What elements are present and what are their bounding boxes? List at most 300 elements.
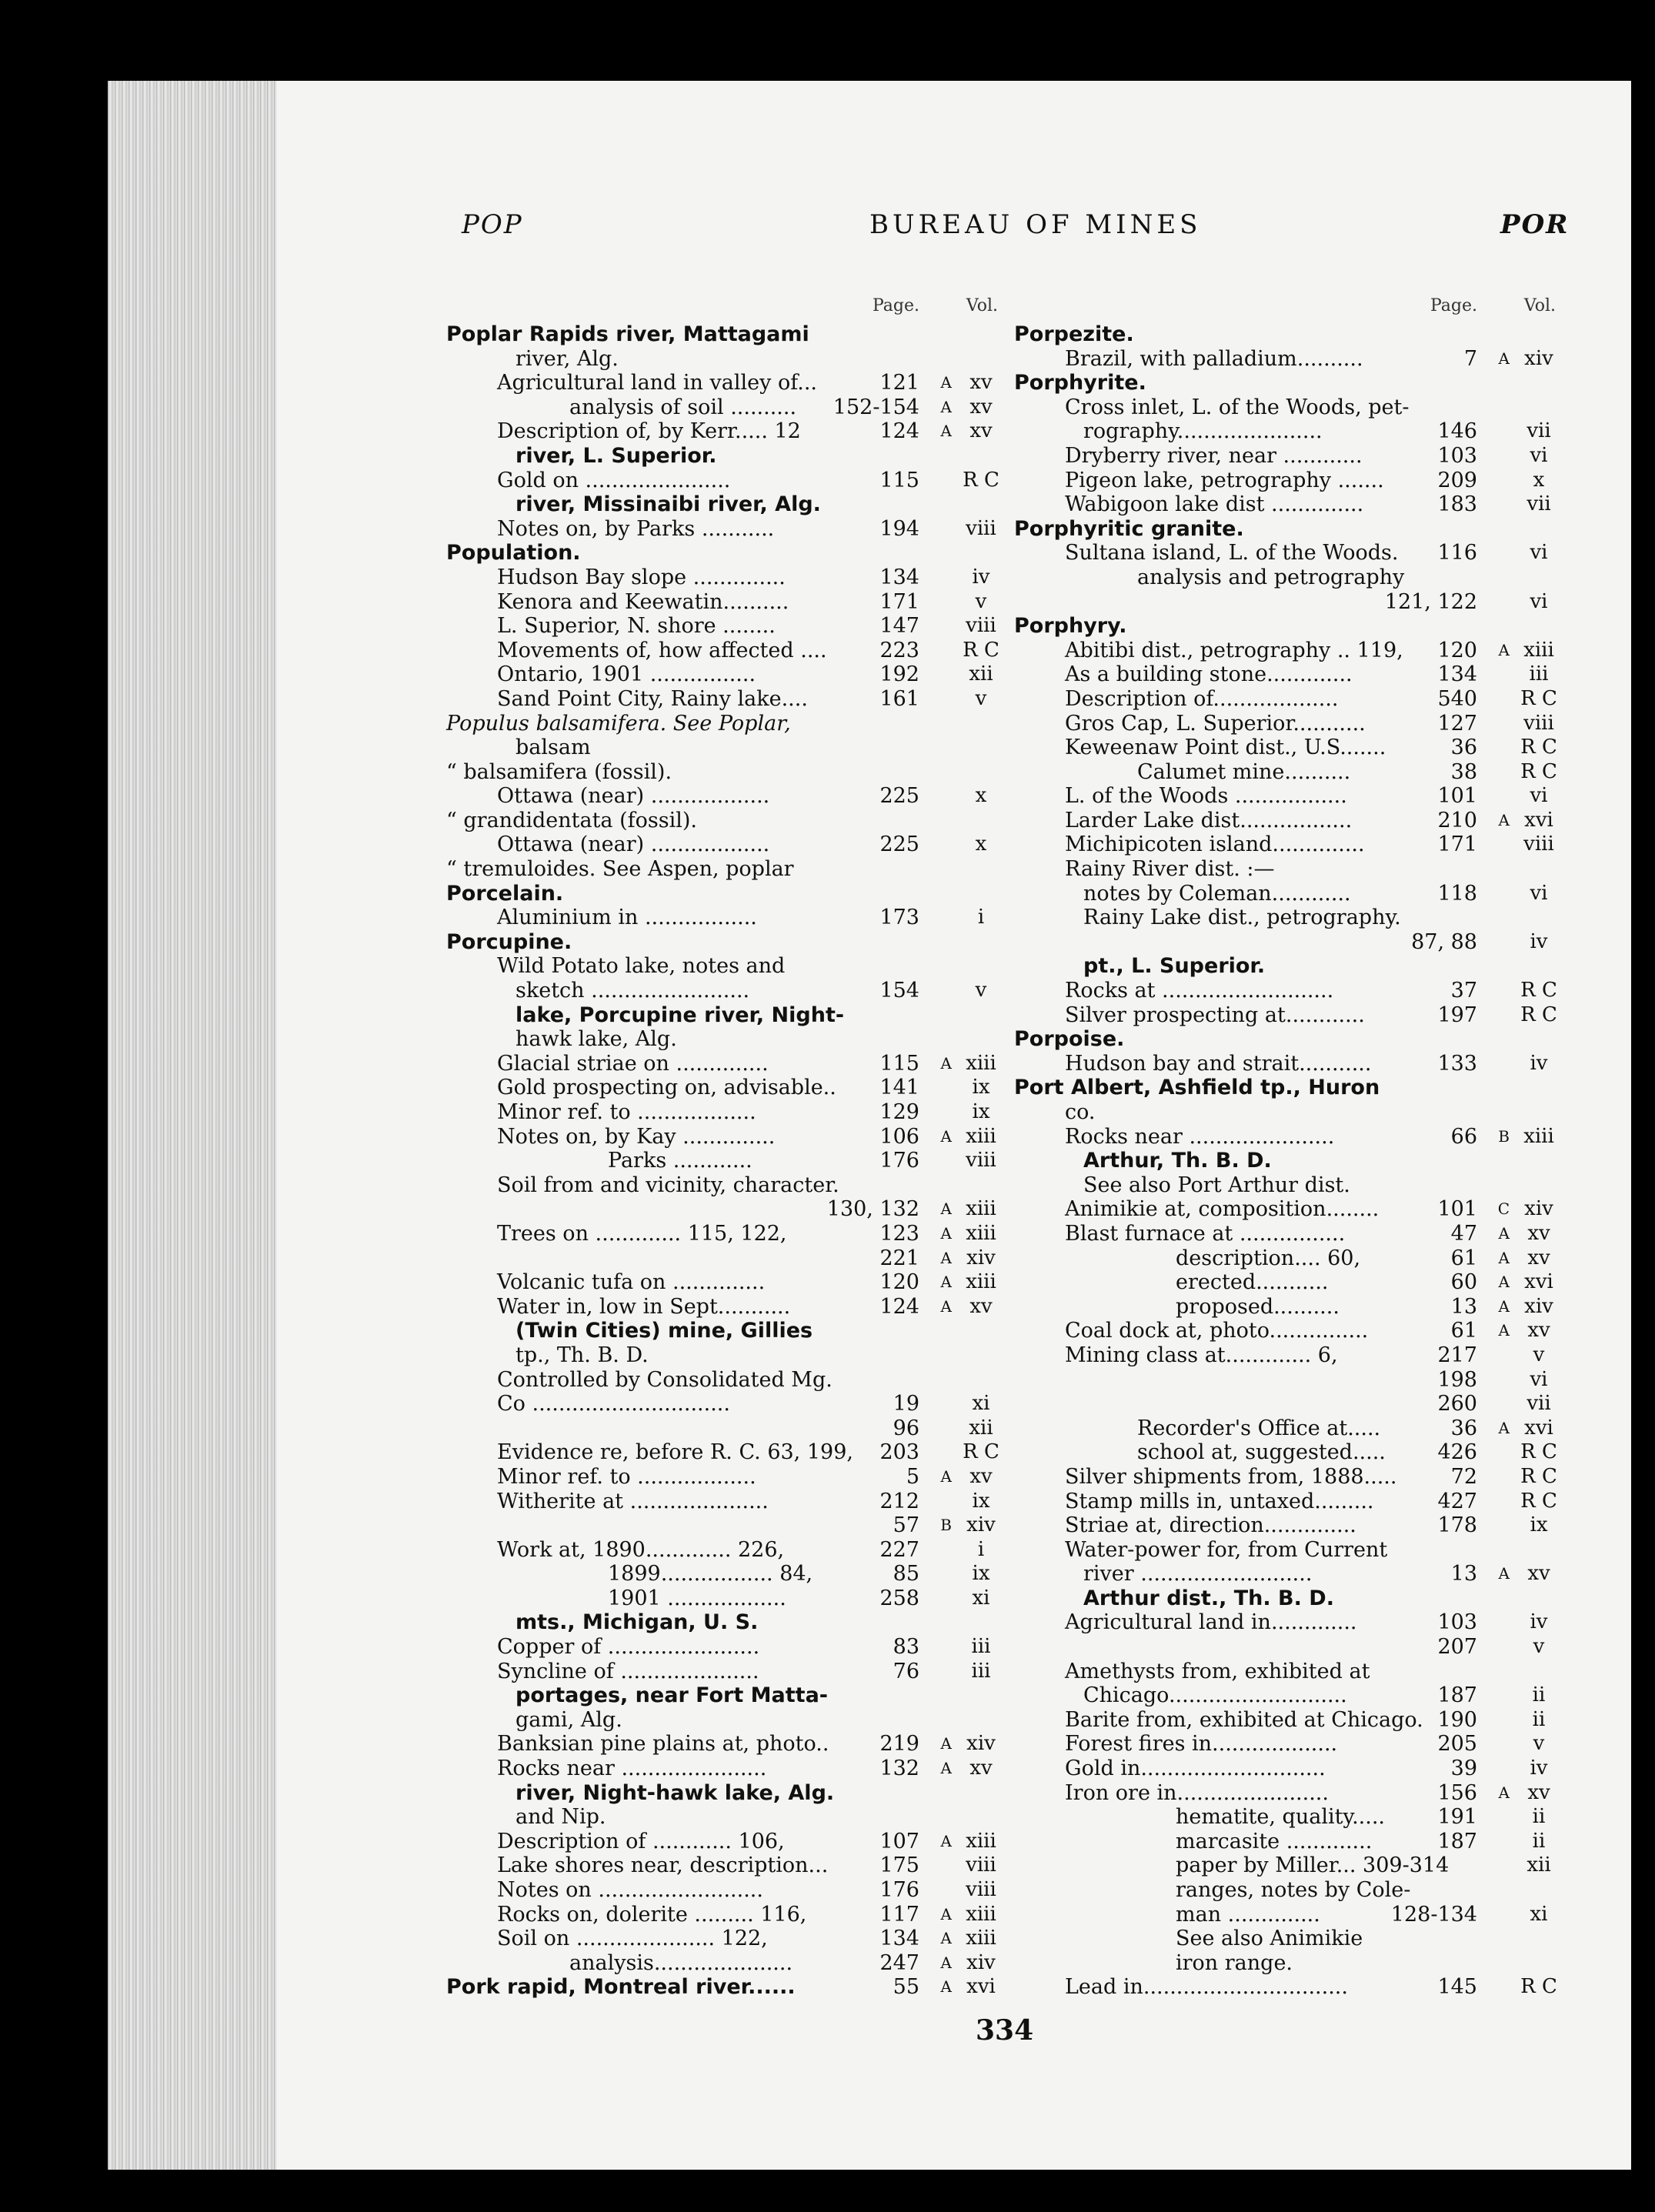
entry-text: river, Alg. bbox=[516, 346, 619, 371]
part-letter: A bbox=[940, 422, 952, 441]
index-entry bbox=[446, 1270, 1004, 1295]
part-letter: A bbox=[940, 1831, 952, 1850]
page-ref: 145 bbox=[1437, 1975, 1477, 2000]
page-ref: 176 bbox=[879, 1878, 919, 1902]
column-header-right bbox=[1014, 296, 1562, 322]
page-ref: 121, 122 bbox=[1384, 589, 1477, 614]
index-entry bbox=[446, 662, 1004, 687]
entry-text: Cross inlet, L. of the Woods, pet- bbox=[1065, 395, 1410, 419]
entry-text: mts., Michigan, U. S. bbox=[516, 1610, 759, 1635]
index-entry bbox=[446, 590, 1004, 615]
page-ref: 115 bbox=[879, 468, 919, 492]
part-letter: A bbox=[1498, 1296, 1510, 1316]
page-ref: 134 bbox=[879, 565, 919, 589]
entry-text: L. of the Woods ................. bbox=[1065, 784, 1347, 809]
volume-ref: x bbox=[975, 832, 987, 856]
part-letter: A bbox=[940, 397, 952, 416]
volume-ref: xiv bbox=[966, 1513, 996, 1537]
entry-text: Michipicoten island.............. bbox=[1065, 832, 1365, 857]
index-entry bbox=[446, 614, 1004, 639]
index-entry bbox=[446, 1781, 1004, 1806]
volume-ref: vii bbox=[1527, 492, 1551, 516]
volume-ref: iii bbox=[971, 1659, 991, 1683]
volume-ref: vi bbox=[1530, 443, 1548, 467]
volume-ref: viii bbox=[1523, 832, 1554, 856]
page-ref: 154 bbox=[879, 979, 919, 1003]
index-entry bbox=[446, 395, 1004, 420]
index-entry bbox=[1014, 1295, 1562, 1320]
part-letter: A bbox=[940, 373, 952, 392]
entry-text: Soil from and vicinity, character. bbox=[497, 1173, 839, 1197]
entry-text: Lead in............................... bbox=[1065, 1975, 1348, 2000]
index-entry bbox=[1014, 1076, 1562, 1100]
index-entry bbox=[446, 322, 1004, 347]
index-entry bbox=[446, 1222, 1004, 1246]
page-ref: 115 bbox=[879, 1051, 919, 1076]
page-ref: 247 bbox=[879, 1950, 919, 1975]
index-entry bbox=[1014, 1562, 1562, 1586]
index-entry bbox=[1014, 1246, 1562, 1271]
entry-text: Description of, by Kerr..... 12 bbox=[497, 419, 801, 444]
part-letter: A bbox=[940, 1929, 952, 1948]
volume-ref: v bbox=[975, 589, 987, 613]
index-entry bbox=[446, 1295, 1004, 1320]
page-ref: 147 bbox=[879, 614, 919, 639]
index-entry bbox=[446, 1903, 1004, 1927]
volume-ref: xvi bbox=[1524, 1270, 1553, 1294]
entry-text: Agricultural land in valley of... bbox=[497, 371, 817, 395]
entry-text: Forest fires in................... bbox=[1065, 1732, 1338, 1757]
part-letter: B bbox=[1498, 1126, 1510, 1146]
volume-ref: xiii bbox=[1523, 1124, 1554, 1148]
entry-text: Rocks at .......................... bbox=[1065, 979, 1334, 1003]
part-letter: A bbox=[940, 1199, 952, 1219]
entry-text: Volcanic tufa on .............. bbox=[497, 1270, 766, 1295]
index-entry bbox=[446, 639, 1004, 663]
index-entry bbox=[446, 1951, 1004, 1976]
volume-ref: ix bbox=[972, 1100, 990, 1123]
entry-text: rography...................... bbox=[1083, 419, 1323, 444]
index-entry bbox=[1014, 1951, 1562, 1976]
entry-text: Mining class at............. 6, bbox=[1065, 1343, 1338, 1367]
entry-text: Water-power for, from Current bbox=[1065, 1537, 1388, 1562]
index-entry bbox=[446, 1197, 1004, 1222]
entry-text: tp., Th. B. D. bbox=[516, 1343, 649, 1367]
volume-ref: xv bbox=[1527, 1319, 1550, 1343]
entry-text: Description of................... bbox=[1065, 686, 1339, 711]
page-ref: 540 bbox=[1437, 686, 1477, 711]
entry-text: pt., L. Superior. bbox=[1083, 954, 1266, 979]
index-entry bbox=[1014, 1003, 1562, 1028]
entry-text: Glacial striae on .............. bbox=[497, 1051, 769, 1076]
volume-ref: xi bbox=[1530, 1902, 1548, 1926]
entry-text: description.... 60, bbox=[1176, 1246, 1361, 1270]
page-ref: 120 bbox=[1437, 638, 1477, 662]
entry-text: (Twin Cities) mine, Gillies bbox=[516, 1319, 813, 1343]
volume-ref: viii bbox=[966, 614, 996, 638]
page-ref: 175 bbox=[879, 1853, 919, 1878]
part-letter: A bbox=[1498, 1783, 1510, 1802]
entry-text: Notes on ......................... bbox=[497, 1878, 763, 1902]
entry-text: Ottawa (near) .................. bbox=[497, 832, 770, 857]
volume-ref: R C bbox=[1520, 1975, 1557, 1999]
index-entry bbox=[1014, 1975, 1562, 2000]
page-ref: 55 bbox=[893, 1975, 919, 2000]
page-ref: 260 bbox=[1437, 1392, 1477, 1416]
volume-ref: R C bbox=[963, 468, 999, 492]
entry-text: Porpezite. bbox=[1014, 322, 1134, 346]
part-letter: A bbox=[940, 1953, 952, 1972]
index-entry bbox=[1014, 1465, 1562, 1490]
entry-text: Keweenaw Point dist., U.S....... bbox=[1065, 736, 1386, 760]
part-letter: A bbox=[940, 1466, 952, 1486]
page-ref: 194 bbox=[879, 516, 919, 541]
page-ref: 106 bbox=[879, 1124, 919, 1149]
page-ref: 223 bbox=[879, 638, 919, 662]
index-entry bbox=[1014, 662, 1562, 687]
running-head-title: BUREAU OF MINES bbox=[869, 209, 1202, 240]
page-ref: 36 bbox=[1450, 736, 1477, 760]
index-entry bbox=[1014, 1197, 1562, 1222]
page-ref: 152-154 bbox=[833, 395, 919, 419]
entry-text: Pigeon lake, petrography ....... bbox=[1065, 468, 1384, 492]
page-ref: 38 bbox=[1450, 759, 1477, 784]
entry-text: Arthur dist., Th. B. D. bbox=[1083, 1586, 1334, 1610]
page-ref: 37 bbox=[1450, 979, 1477, 1003]
entry-text: Notes on, by Parks ........... bbox=[497, 516, 775, 541]
volume-ref: R C bbox=[1520, 1489, 1557, 1513]
page-ref: 107 bbox=[879, 1829, 919, 1853]
index-entry bbox=[446, 1805, 1004, 1830]
page-ref: 124 bbox=[879, 419, 919, 444]
index-entry bbox=[446, 1392, 1004, 1416]
page-ref: 171 bbox=[1437, 832, 1477, 857]
page-ref: 123 bbox=[879, 1221, 919, 1246]
index-entry bbox=[446, 1660, 1004, 1684]
volume-ref: xv bbox=[1527, 1221, 1550, 1245]
index-entry bbox=[1014, 784, 1562, 809]
index-entry bbox=[1014, 1781, 1562, 1806]
part-letter: A bbox=[940, 1053, 952, 1073]
volume-ref: iv bbox=[1530, 1610, 1548, 1634]
index-entry bbox=[1014, 614, 1562, 639]
entry-text: Wild Potato lake, notes and bbox=[497, 954, 786, 979]
index-entry bbox=[446, 371, 1004, 395]
index-entry bbox=[446, 1319, 1004, 1343]
column-header-left bbox=[446, 296, 1004, 322]
part-letter: A bbox=[940, 1734, 952, 1753]
vol-label: Vol. bbox=[1523, 296, 1556, 315]
index-entry bbox=[1014, 1368, 1562, 1393]
entry-text: Rainy River dist. :— bbox=[1065, 857, 1275, 882]
page-ref: 173 bbox=[879, 906, 919, 930]
index-entry bbox=[1014, 517, 1562, 542]
entry-text: school at, suggested..... bbox=[1137, 1440, 1386, 1465]
entry-text: Chicago........................... bbox=[1083, 1683, 1347, 1708]
page-label: Page. bbox=[1430, 296, 1477, 315]
page-ref: 61 bbox=[1450, 1319, 1477, 1343]
page-ref: 198 bbox=[1437, 1367, 1477, 1392]
entry-text: hawk lake, Alg. bbox=[516, 1027, 677, 1052]
entry-text: Gros Cap, L. Superior........... bbox=[1065, 711, 1366, 736]
page-ref: 209 bbox=[1437, 468, 1477, 492]
page-ref: 57 bbox=[893, 1513, 919, 1538]
part-letter: A bbox=[940, 1126, 952, 1146]
entry-text: Barite from, exhibited at Chicago. bbox=[1065, 1707, 1423, 1732]
page-ref: 72 bbox=[1450, 1464, 1477, 1489]
index-entry bbox=[446, 687, 1004, 712]
index-entry bbox=[1014, 1660, 1562, 1684]
volume-ref: iv bbox=[972, 565, 990, 589]
index-entry bbox=[446, 882, 1004, 906]
entry-text: notes by Coleman............ bbox=[1083, 881, 1351, 906]
index-entry bbox=[1014, 1610, 1562, 1635]
volume-ref: xiii bbox=[966, 1221, 996, 1245]
volume-ref: xiii bbox=[966, 1829, 996, 1853]
volume-ref: vi bbox=[1530, 1367, 1548, 1391]
page-ref: 171 bbox=[879, 589, 919, 614]
index-entry bbox=[1014, 639, 1562, 663]
page-ref: 96 bbox=[893, 1416, 919, 1440]
page-ref: 85 bbox=[893, 1562, 919, 1586]
page-ref: 183 bbox=[1437, 492, 1477, 517]
page-ref: 116 bbox=[1437, 541, 1477, 566]
page-ref: 146 bbox=[1437, 419, 1477, 444]
volume-ref: ii bbox=[1532, 1829, 1546, 1853]
page-ref: 124 bbox=[879, 1294, 919, 1319]
volume-ref: R C bbox=[1520, 759, 1557, 783]
page-ref: 87, 88 bbox=[1411, 929, 1477, 954]
volume-ref: viii bbox=[966, 1878, 996, 1901]
entry-text: Agricultural land in............. bbox=[1065, 1610, 1357, 1635]
entry-text: Iron ore in....................... bbox=[1065, 1780, 1329, 1805]
volume-ref: R C bbox=[1520, 979, 1557, 1003]
index-entry bbox=[446, 1490, 1004, 1514]
page-ref: 5 bbox=[906, 1464, 919, 1489]
index-entry bbox=[1014, 1173, 1562, 1198]
volume-ref: xvi bbox=[966, 1975, 996, 1999]
index-entry bbox=[446, 1125, 1004, 1149]
index-entry bbox=[446, 1830, 1004, 1854]
volume-ref: xiv bbox=[1524, 1294, 1553, 1318]
index-entry bbox=[1014, 1683, 1562, 1708]
volume-ref: xiv bbox=[1524, 346, 1553, 370]
entry-text: Rainy Lake dist., petrography. bbox=[1083, 906, 1401, 930]
entry-text: “ balsamifera (fossil). bbox=[446, 759, 672, 784]
volume-ref: xiii bbox=[1523, 638, 1554, 662]
volume-ref: vi bbox=[1530, 784, 1548, 808]
index-entry bbox=[446, 954, 1004, 979]
index-entry bbox=[1014, 1440, 1562, 1465]
index-entry bbox=[1014, 469, 1562, 493]
entry-text: hematite, quality..... bbox=[1176, 1805, 1386, 1830]
volume-ref: viii bbox=[966, 1149, 996, 1173]
index-entry bbox=[1014, 832, 1562, 857]
volume-ref: vi bbox=[1530, 541, 1548, 565]
volume-ref: xii bbox=[969, 1416, 993, 1440]
page-ref: 210 bbox=[1437, 808, 1477, 832]
volume-ref: iv bbox=[1530, 1757, 1548, 1780]
index-entry bbox=[446, 1465, 1004, 1490]
entry-text: Witherite at ..................... bbox=[497, 1489, 769, 1513]
index-entry bbox=[446, 419, 1004, 444]
index-entry bbox=[1014, 444, 1562, 469]
page-ref: 192 bbox=[879, 662, 919, 687]
index-entry bbox=[1014, 419, 1562, 444]
index-entry bbox=[1014, 1343, 1562, 1368]
page-ref: 427 bbox=[1437, 1489, 1477, 1513]
entry-text: 1901 .................. bbox=[608, 1586, 786, 1610]
index-entry bbox=[446, 1878, 1004, 1903]
page-ref: 203 bbox=[879, 1440, 919, 1465]
volume-ref: vi bbox=[1530, 881, 1548, 905]
entry-text: Amethysts from, exhibited at bbox=[1065, 1659, 1370, 1683]
index-entry bbox=[446, 906, 1004, 930]
volume-ref: ii bbox=[1532, 1707, 1546, 1731]
part-letter: B bbox=[940, 1516, 952, 1535]
volume-ref: xv bbox=[1527, 1246, 1550, 1269]
page-ref: 47 bbox=[1450, 1221, 1477, 1246]
entry-text: river, Night-hawk lake, Alg. bbox=[516, 1780, 835, 1805]
index-entry bbox=[1014, 882, 1562, 906]
page-ref: 60 bbox=[1450, 1270, 1477, 1295]
volume-ref: xv bbox=[1527, 1780, 1550, 1804]
page-ref: 225 bbox=[879, 832, 919, 857]
index-entry bbox=[446, 566, 1004, 590]
index-entry bbox=[1014, 906, 1562, 930]
part-letter: A bbox=[1498, 640, 1510, 659]
page-ref: 187 bbox=[1437, 1683, 1477, 1708]
index-entry bbox=[1014, 736, 1562, 760]
page-ref: 221 bbox=[879, 1246, 919, 1270]
volume-ref: xv bbox=[969, 1294, 993, 1318]
entry-text: Controlled by Consolidated Mg. bbox=[497, 1367, 833, 1392]
index-entry bbox=[446, 1246, 1004, 1271]
index-entry bbox=[1014, 322, 1562, 347]
entry-text: Evidence re, before R. C. 63, 199, bbox=[497, 1440, 853, 1465]
entry-text: Movements of, how affected .... bbox=[497, 638, 827, 662]
index-entry bbox=[446, 1586, 1004, 1611]
volume-ref: vi bbox=[1530, 589, 1548, 613]
index-entry bbox=[446, 517, 1004, 542]
page-ref: 127 bbox=[1437, 711, 1477, 736]
index-entry bbox=[446, 1003, 1004, 1028]
entry-text: Coal dock at, photo............... bbox=[1065, 1319, 1369, 1343]
volume-ref: xi bbox=[972, 1392, 990, 1416]
entry-text: Sand Point City, Rainy lake.... bbox=[497, 686, 808, 711]
index-entry bbox=[1014, 1513, 1562, 1538]
page-ref: 161 bbox=[879, 686, 919, 711]
page-ref: 133 bbox=[1437, 1051, 1477, 1076]
page-ref: 130, 132 bbox=[826, 1197, 919, 1222]
page-ref: 190 bbox=[1437, 1707, 1477, 1732]
entry-text: Porcupine. bbox=[446, 929, 572, 954]
volume-ref: viii bbox=[1523, 711, 1554, 735]
part-letter: A bbox=[940, 1296, 952, 1316]
part-letter: A bbox=[940, 1904, 952, 1923]
entry-text: analysis..................... bbox=[569, 1950, 793, 1975]
index-entry bbox=[1014, 1635, 1562, 1660]
page-ref: 103 bbox=[1437, 1610, 1477, 1635]
volume-ref: ix bbox=[972, 1076, 990, 1099]
page-ref: 426 bbox=[1437, 1440, 1477, 1465]
entry-text: Rocks near ...................... bbox=[497, 1757, 767, 1781]
vol-label: Vol. bbox=[966, 296, 998, 315]
entry-text: Parks ............ bbox=[608, 1149, 752, 1173]
volume-ref: xiii bbox=[966, 1197, 996, 1221]
entry-text: Abitibi dist., petrography .. 119, bbox=[1065, 638, 1403, 662]
index-entry bbox=[446, 1708, 1004, 1733]
page-ref: 19 bbox=[893, 1392, 919, 1416]
part-letter: A bbox=[940, 1273, 952, 1292]
volume-ref: R C bbox=[963, 1440, 999, 1464]
volume-ref: v bbox=[1533, 1635, 1545, 1659]
index-entry bbox=[1014, 590, 1562, 615]
entry-text: Blast furnace at ................ bbox=[1065, 1221, 1346, 1246]
entry-text: Population. bbox=[446, 541, 581, 566]
index-entry bbox=[446, 1513, 1004, 1538]
entry-text: Silver shipments from, 1888..... bbox=[1065, 1464, 1397, 1489]
index-entry bbox=[1014, 566, 1562, 590]
index-entry bbox=[446, 784, 1004, 809]
entry-text: Recorder's Office at..... bbox=[1137, 1416, 1381, 1440]
volume-ref: iii bbox=[971, 1635, 991, 1659]
page-ref: 118 bbox=[1437, 881, 1477, 906]
page-ref: 66 bbox=[1450, 1124, 1477, 1149]
index-entry bbox=[1014, 712, 1562, 736]
entry-text: Ottawa (near) .................. bbox=[497, 784, 770, 809]
entry-text: Striae at, direction.............. bbox=[1065, 1513, 1356, 1538]
entry-text: Copper of ....................... bbox=[497, 1635, 760, 1660]
volume-ref: xv bbox=[969, 371, 993, 395]
index-entry bbox=[446, 857, 1004, 882]
part-letter: A bbox=[1498, 1321, 1510, 1340]
entry-text: Animikie at, composition........ bbox=[1065, 1197, 1380, 1222]
index-entry bbox=[1014, 1270, 1562, 1295]
page-ref: 120 bbox=[879, 1270, 919, 1295]
volume-ref: xv bbox=[969, 395, 993, 419]
entry-text: marcasite ............. bbox=[1176, 1829, 1373, 1853]
page-ref: 13 bbox=[1450, 1562, 1477, 1586]
index-entry bbox=[1014, 1052, 1562, 1076]
index-entry bbox=[446, 1368, 1004, 1393]
index-column-right bbox=[1014, 296, 1562, 2000]
entry-text: See also Animikie bbox=[1176, 1927, 1363, 1951]
entry-text: “ grandidentata (fossil). bbox=[446, 808, 697, 832]
entry-text: Syncline of ..................... bbox=[497, 1659, 759, 1683]
running-head-left: POP bbox=[462, 209, 523, 240]
index-entry bbox=[1014, 930, 1562, 955]
index-entry bbox=[446, 541, 1004, 566]
volume-ref: xiii bbox=[966, 1927, 996, 1950]
index-entry bbox=[446, 1683, 1004, 1708]
page-ref: 7 bbox=[1463, 346, 1477, 371]
volume-ref: xiii bbox=[966, 1051, 996, 1075]
entry-text: Porphyrite. bbox=[1014, 371, 1146, 395]
entry-text: balsam bbox=[516, 736, 591, 760]
index-entry bbox=[1014, 1027, 1562, 1052]
entry-text: Banksian pine plains at, photo.. bbox=[497, 1732, 829, 1757]
volume-ref: ix bbox=[972, 1562, 990, 1586]
entry-text: Kenora and Keewatin.......... bbox=[497, 589, 789, 614]
index-entry bbox=[1014, 1732, 1562, 1757]
page-edge-shadow bbox=[108, 81, 277, 2170]
index-entry bbox=[1014, 1830, 1562, 1854]
index-entry bbox=[1014, 1319, 1562, 1343]
entry-text: Porcelain. bbox=[446, 881, 564, 906]
index-entry bbox=[1014, 1586, 1562, 1611]
volume-ref: R C bbox=[1520, 1003, 1557, 1026]
